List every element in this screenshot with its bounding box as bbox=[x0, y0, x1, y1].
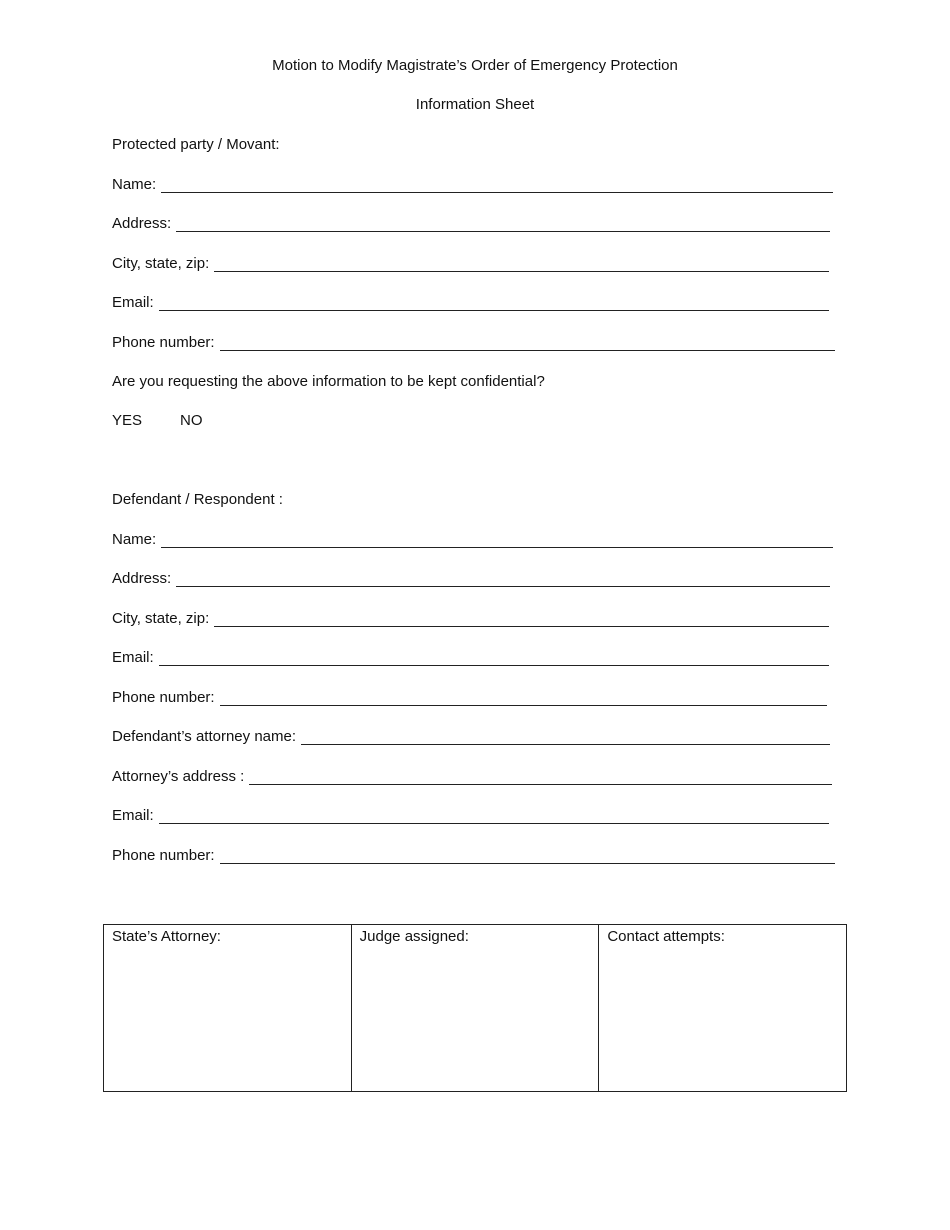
movant-email-label: Email: bbox=[112, 294, 154, 311]
office-use-row bbox=[104, 925, 847, 1092]
respondent-phone-field[interactable] bbox=[112, 688, 827, 708]
movant-name-field[interactable] bbox=[112, 175, 833, 195]
judge-assigned-label: Judge assigned: bbox=[359, 928, 469, 945]
document-subtitle: Information Sheet bbox=[415, 96, 535, 113]
respondent-city-blank[interactable] bbox=[214, 612, 829, 627]
respondent-email-field[interactable] bbox=[112, 648, 829, 668]
respondent-phone-label: Phone number: bbox=[112, 689, 215, 706]
office-use-table bbox=[103, 924, 847, 1092]
respondent-city-field[interactable] bbox=[112, 609, 829, 629]
respondent-phone-blank[interactable] bbox=[220, 691, 827, 706]
contact-attempts-cell[interactable] bbox=[599, 925, 847, 1092]
movant-heading: Protected party / Movant: bbox=[112, 136, 280, 153]
attorney-address-blank[interactable] bbox=[249, 770, 832, 785]
respondent-address-field[interactable] bbox=[112, 569, 830, 589]
attorney-email-field[interactable] bbox=[112, 806, 829, 826]
attorney-name-blank[interactable] bbox=[301, 730, 830, 745]
movant-phone-blank[interactable] bbox=[220, 336, 835, 351]
respondent-heading: Defendant / Respondent : bbox=[112, 491, 283, 508]
attorney-phone-field[interactable] bbox=[112, 846, 835, 866]
movant-email-blank[interactable] bbox=[159, 296, 829, 311]
judge-assigned-cell[interactable] bbox=[351, 925, 599, 1092]
respondent-email-label: Email: bbox=[112, 649, 154, 666]
attorney-phone-blank[interactable] bbox=[220, 849, 835, 864]
confidential-yes-option[interactable]: YES bbox=[112, 412, 143, 429]
movant-email-field[interactable] bbox=[112, 293, 829, 313]
movant-city-label: City, state, zip: bbox=[112, 255, 210, 272]
movant-phone-label: Phone number: bbox=[112, 334, 215, 351]
respondent-name-label: Name: bbox=[112, 531, 157, 548]
attorney-email-label: Email: bbox=[112, 807, 154, 824]
contact-attempts-label: Contact attempts: bbox=[607, 928, 725, 945]
confidential-question: Are you requesting the above information to be kept confidential? bbox=[112, 373, 545, 390]
respondent-name-blank[interactable] bbox=[161, 533, 833, 548]
movant-address-label: Address: bbox=[112, 215, 172, 232]
confidential-options bbox=[112, 411, 203, 431]
movant-address-blank[interactable] bbox=[176, 217, 830, 232]
attorney-address-label: Attorney’s address : bbox=[112, 768, 245, 785]
respondent-address-label: Address: bbox=[112, 570, 172, 587]
respondent-name-field[interactable] bbox=[112, 530, 833, 550]
document-title: Motion to Modify Magistrate’s Order of Emergency Protection bbox=[272, 57, 678, 74]
attorney-name-field[interactable] bbox=[112, 727, 830, 747]
respondent-city-label: City, state, zip: bbox=[112, 610, 210, 627]
respondent-email-blank[interactable] bbox=[159, 651, 829, 666]
movant-phone-field[interactable] bbox=[112, 333, 835, 353]
confidential-no-option[interactable]: NO bbox=[180, 412, 203, 429]
attorney-email-blank[interactable] bbox=[159, 809, 829, 824]
attorney-address-field[interactable] bbox=[112, 767, 832, 787]
movant-name-label: Name: bbox=[112, 176, 157, 193]
movant-name-blank[interactable] bbox=[161, 178, 833, 193]
movant-address-field[interactable] bbox=[112, 214, 830, 234]
movant-city-field[interactable] bbox=[112, 254, 829, 274]
movant-city-blank[interactable] bbox=[214, 257, 829, 272]
states-attorney-label: State’s Attorney: bbox=[112, 928, 221, 945]
attorney-name-label: Defendant’s attorney name: bbox=[112, 728, 297, 745]
attorney-phone-label: Phone number: bbox=[112, 847, 215, 864]
respondent-address-blank[interactable] bbox=[176, 572, 830, 587]
states-attorney-cell[interactable] bbox=[104, 925, 352, 1092]
